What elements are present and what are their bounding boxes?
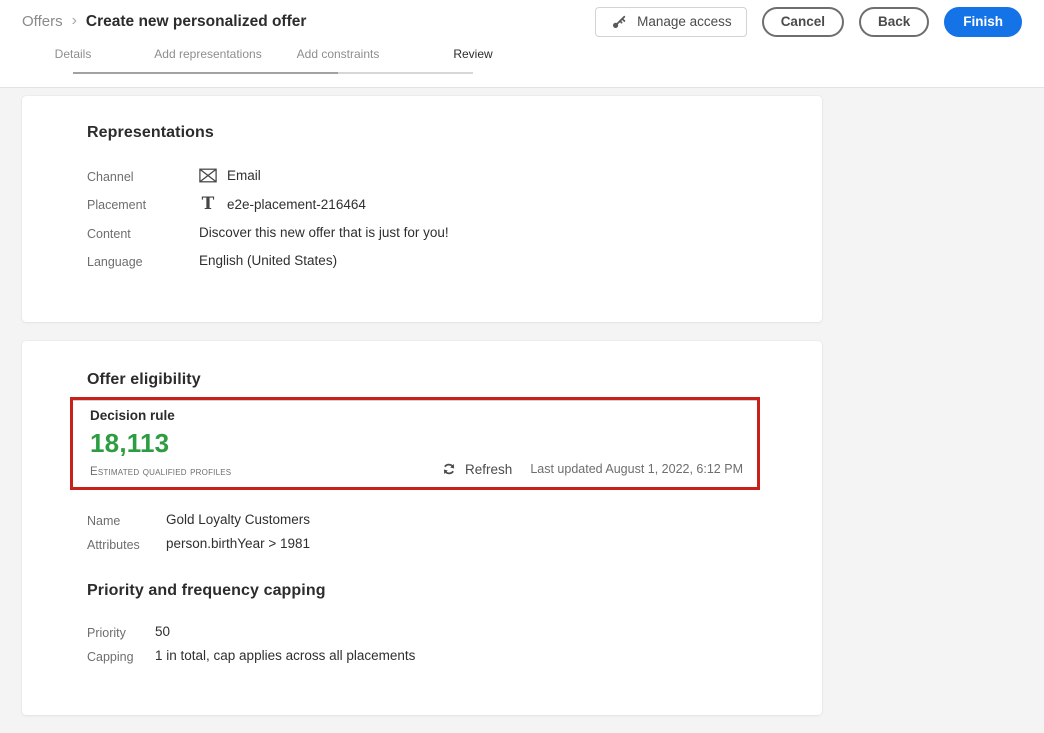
offer-eligibility-card — [22, 341, 822, 715]
field-label: Attributes — [87, 538, 140, 552]
decision-rule-label: Decision rule — [90, 408, 175, 423]
field-value-text: 50 — [155, 624, 171, 639]
field-label: Placement — [87, 198, 147, 212]
field-label: Name — [87, 514, 121, 528]
decision-rule-highlight — [70, 397, 760, 490]
manage-access-button[interactable] — [595, 7, 747, 37]
field-value-text: 1 in total, cap applies across all placements — [155, 648, 416, 663]
field-label: Language — [87, 255, 143, 269]
field-value-text: Email — [227, 168, 261, 183]
rule-attributes-row — [87, 536, 782, 552]
page-header — [0, 0, 1044, 88]
priority-capping-details — [87, 624, 782, 664]
breadcrumb — [22, 13, 306, 31]
field-value-text: Discover this new offer that is just for you! — [199, 225, 449, 240]
field-label: Capping — [87, 650, 134, 664]
capping-row — [87, 648, 782, 664]
step-label: Add constraints — [296, 47, 380, 61]
cancel-button[interactable]: Cancel — [762, 7, 844, 37]
estimate-summary — [90, 408, 231, 478]
estimated-profiles-count: 18,113 — [90, 428, 170, 458]
representations-card — [22, 96, 822, 322]
field-label: Channel — [87, 170, 134, 184]
page-title: Create new personalized offer — [85, 12, 307, 30]
chevron-right-icon: › — [71, 11, 77, 29]
step-details[interactable] — [55, 47, 92, 61]
back-button[interactable]: Back — [859, 7, 929, 37]
field-label: Priority — [87, 626, 126, 640]
rule-name-row — [87, 512, 782, 528]
field-value — [199, 168, 261, 183]
step-add-constraints[interactable] — [297, 47, 380, 61]
decision-rule-details — [87, 512, 782, 552]
offer-eligibility-title: Offer eligibility — [87, 371, 201, 388]
key-icon — [610, 14, 628, 30]
step-review[interactable] — [453, 47, 492, 61]
content-row — [87, 225, 782, 241]
header-top-row — [0, 0, 1044, 38]
decision-rule-panel — [73, 400, 757, 487]
field-value-text: person.birthYear > 1981 — [166, 536, 310, 551]
representations-title: Representations — [87, 124, 214, 141]
priority-row — [87, 624, 782, 640]
refresh-button[interactable] — [440, 461, 512, 477]
manage-access-label: Manage access — [637, 14, 732, 29]
steps-line-remaining — [338, 72, 473, 74]
field-value-text: e2e-placement-216464 — [227, 197, 366, 212]
estimated-profiles-caption: Estimated qualified profiles — [90, 466, 232, 478]
priority-capping-title: Priority and frequency capping — [87, 582, 326, 599]
channel-row — [87, 168, 782, 184]
email-icon — [199, 168, 217, 183]
steps-line-completed — [73, 72, 338, 74]
refresh-label: Refresh — [465, 461, 513, 477]
field-value-text: English (United States) — [199, 253, 338, 268]
field-value-text: Gold Loyalty Customers — [166, 512, 311, 527]
wizard-step-indicator — [0, 44, 520, 88]
language-row — [87, 253, 782, 269]
estimate-actions — [440, 461, 743, 478]
header-actions — [595, 7, 1022, 37]
step-label: Add representations — [154, 47, 262, 61]
placement-row — [87, 196, 782, 213]
text-icon: T — [201, 194, 215, 214]
field-label: Content — [87, 227, 131, 241]
last-updated-text: Last updated August 1, 2022, 6:12 PM — [530, 462, 743, 476]
finish-button[interactable]: Finish — [944, 7, 1022, 37]
field-value — [199, 196, 366, 213]
breadcrumb-offers-link[interactable]: Offers — [22, 13, 63, 30]
step-label: Details — [54, 47, 92, 61]
step-label: Review — [453, 47, 493, 61]
step-add-representations[interactable] — [154, 47, 261, 61]
refresh-icon — [440, 461, 458, 477]
